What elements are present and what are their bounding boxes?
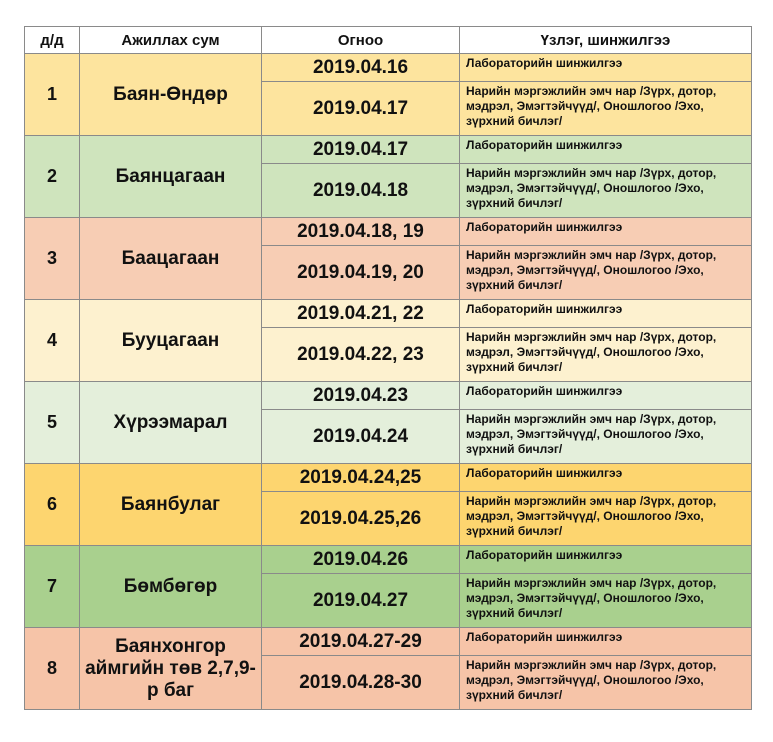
table-row <box>25 382 752 410</box>
table-row <box>25 136 752 164</box>
specialist-exam: Нарийн мэргэжлийн эмч нар /Зүрх, дотор, мэдрэл, Эмэгтэйчүүд/, Оношлогоо /Эхо, зүрхний бичлэг/ <box>460 656 752 710</box>
specialist-exam: Нарийн мэргэжлийн эмч нар /Зүрх, дотор, мэдрэл, Эмэгтэйчүүд/, Оношлогоо /Эхо, зүрхний бичлэг/ <box>460 82 752 136</box>
table-row <box>25 628 752 656</box>
specialist-exam: Нарийн мэргэжлийн эмч нар /Зүрх, дотор, мэдрэл, Эмэгтэйчүүд/, Оношлогоо /Эхо, зүрхний бичлэг/ <box>460 574 752 628</box>
lab-date: 2019.04.26 <box>262 546 460 574</box>
specialist-date: 2019.04.25,26 <box>262 492 460 546</box>
lab-exam: Лабораторийн шинжилгээ <box>460 382 752 410</box>
header-number: д/д <box>25 27 80 54</box>
header-sum: Ажиллах сум <box>80 27 262 54</box>
specialist-exam: Нарийн мэргэжлийн эмч нар /Зүрх, дотор, мэдрэл, Эмэгтэйчүүд/, Оношлогоо /Эхо, зүрхний бичлэг/ <box>460 328 752 382</box>
sum-name: Бөмбөгөр <box>80 546 262 628</box>
lab-date: 2019.04.21, 22 <box>262 300 460 328</box>
specialist-date: 2019.04.18 <box>262 164 460 218</box>
header-date: Огноо <box>262 27 460 54</box>
row-number: 4 <box>25 300 80 382</box>
specialist-date: 2019.04.24 <box>262 410 460 464</box>
sum-name: Баянбулаг <box>80 464 262 546</box>
specialist-date: 2019.04.27 <box>262 574 460 628</box>
table-row <box>25 218 752 246</box>
lab-date: 2019.04.18, 19 <box>262 218 460 246</box>
lab-date: 2019.04.27-29 <box>262 628 460 656</box>
lab-exam: Лабораторийн шинжилгээ <box>460 218 752 246</box>
header-row <box>25 27 752 54</box>
sum-name: Баацагаан <box>80 218 262 300</box>
lab-exam: Лабораторийн шинжилгээ <box>460 54 752 82</box>
lab-exam: Лабораторийн шинжилгээ <box>460 546 752 574</box>
lab-exam: Лабораторийн шинжилгээ <box>460 300 752 328</box>
row-number: 1 <box>25 54 80 136</box>
table-row <box>25 464 752 492</box>
header-examination: Үзлэг, шинжилгээ <box>460 27 752 54</box>
sum-name: Хүрээмарал <box>80 382 262 464</box>
row-number: 7 <box>25 546 80 628</box>
lab-date: 2019.04.24,25 <box>262 464 460 492</box>
sum-name: Баянхонгор аймгийн төв 2,7,9-р баг <box>80 628 262 710</box>
schedule-table <box>24 26 752 710</box>
lab-date: 2019.04.16 <box>262 54 460 82</box>
lab-exam: Лабораторийн шинжилгээ <box>460 136 752 164</box>
lab-date: 2019.04.23 <box>262 382 460 410</box>
specialist-date: 2019.04.22, 23 <box>262 328 460 382</box>
sum-name: Баянцагаан <box>80 136 262 218</box>
specialist-exam: Нарийн мэргэжлийн эмч нар /Зүрх, дотор, мэдрэл, Эмэгтэйчүүд/, Оношлогоо /Эхо, зүрхний бичлэг/ <box>460 164 752 218</box>
row-number: 6 <box>25 464 80 546</box>
table-row <box>25 546 752 574</box>
table-row <box>25 300 752 328</box>
specialist-exam: Нарийн мэргэжлийн эмч нар /Зүрх, дотор, мэдрэл, Эмэгтэйчүүд/, Оношлогоо /Эхо, зүрхний бичлэг/ <box>460 492 752 546</box>
sum-name: Баян-Өндөр <box>80 54 262 136</box>
table-row <box>25 54 752 82</box>
lab-date: 2019.04.17 <box>262 136 460 164</box>
lab-exam: Лабораторийн шинжилгээ <box>460 628 752 656</box>
row-number: 2 <box>25 136 80 218</box>
specialist-date: 2019.04.28-30 <box>262 656 460 710</box>
specialist-exam: Нарийн мэргэжлийн эмч нар /Зүрх, дотор, мэдрэл, Эмэгтэйчүүд/, Оношлогоо /Эхо, зүрхний бичлэг/ <box>460 410 752 464</box>
specialist-date: 2019.04.17 <box>262 82 460 136</box>
row-number: 3 <box>25 218 80 300</box>
sum-name: Бууцагаан <box>80 300 262 382</box>
lab-exam: Лабораторийн шинжилгээ <box>460 464 752 492</box>
row-number: 5 <box>25 382 80 464</box>
specialist-date: 2019.04.19, 20 <box>262 246 460 300</box>
specialist-exam: Нарийн мэргэжлийн эмч нар /Зүрх, дотор, мэдрэл, Эмэгтэйчүүд/, Оношлогоо /Эхо, зүрхний бичлэг/ <box>460 246 752 300</box>
row-number: 8 <box>25 628 80 710</box>
